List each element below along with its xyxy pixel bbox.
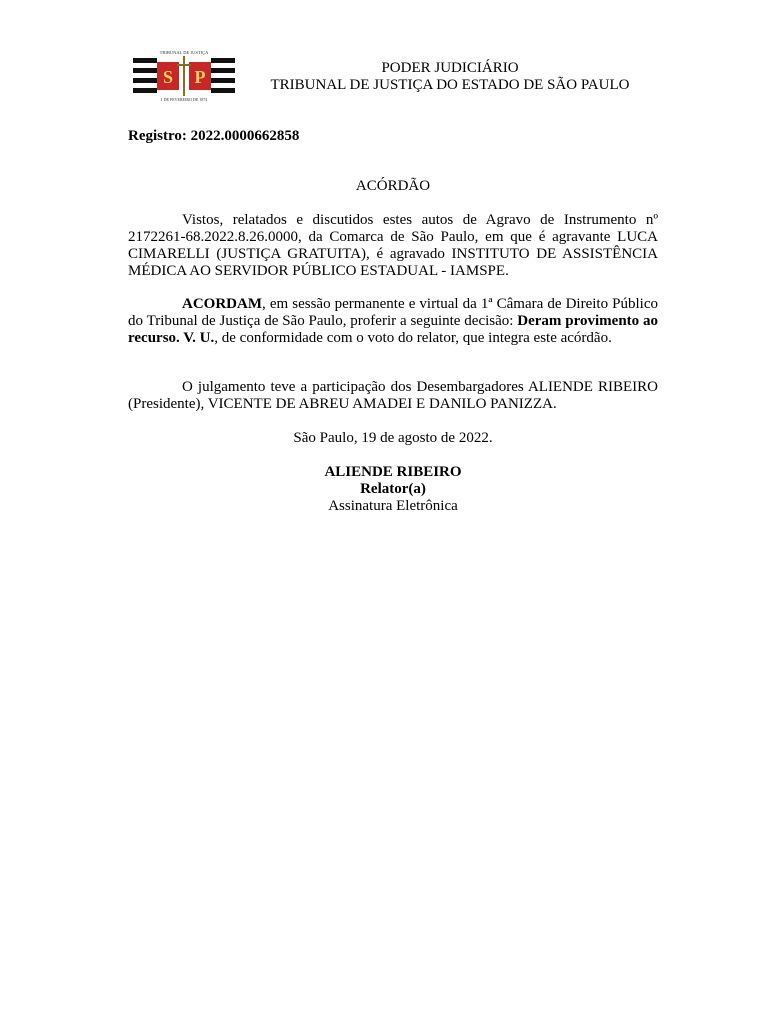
header-line-2: TRIBUNAL DE JUSTIÇA DO ESTADO DE SÃO PAULO [270,77,630,93]
paragraph-julgamento: O julgamento teve a participação dos Desembargadores ALIENDE RIBEIRO (Presidente), VICENTE DE ABREU AMADEI E DANILO PANIZZA. [128,379,658,412]
decision-text: Deram provimento ao recurso. V. U. [128,313,658,346]
paragraph-vistos: Vistos, relatados e discutidos estes autos de Agravo de Instrumento nº 2172261-68.2022.8.26.0000, da Comarca de São Paulo, em que é agravante LUCA CIMARELLI (JUSTIÇA GRATUITA), é agravado INSTITUTO DE ASSISTÊNCIA MÉDICA AO SERVIDOR PÚBLICO ESTADUAL - IAMSPE. [128,212,658,279]
court-seal-logo [133,48,235,102]
svg-text:TRIBUNAL DE JUSTIÇA: TRIBUNAL DE JUSTIÇA [159,50,209,55]
document-title: ACÓRDÃO [355,178,431,194]
header-line-1: PODER JUDICIÁRIO [381,60,519,76]
acordam-label: ACORDAM [182,296,262,312]
signature-block [128,464,658,515]
registration-number: Registro: 2022.0000662858 [128,128,300,144]
document-header [250,60,650,94]
signature-note: Assinatura Eletrônica [328,498,458,514]
signer-role: Relator(a) [360,481,426,497]
date-line: São Paulo, 19 de agosto de 2022. [293,430,493,446]
acordam-text-a: , em sessão permanente e virtual da 1ª Câmara de Direito Público do Tribunal de Justiça de São Paulo, proferir a seguinte decisão: [128,296,658,329]
svg-text:S: S [162,67,174,87]
svg-text:P: P [194,67,206,87]
signer-name: ALIENDE RIBEIRO [324,464,462,480]
svg-text:1 DE FEVEREIRO DE 1874: 1 DE FEVEREIRO DE 1874 [160,97,208,102]
paragraph-acordam [128,296,658,347]
acordam-text-b: , de conformidade com o voto do relator, que integra este acórdão. [214,330,612,346]
